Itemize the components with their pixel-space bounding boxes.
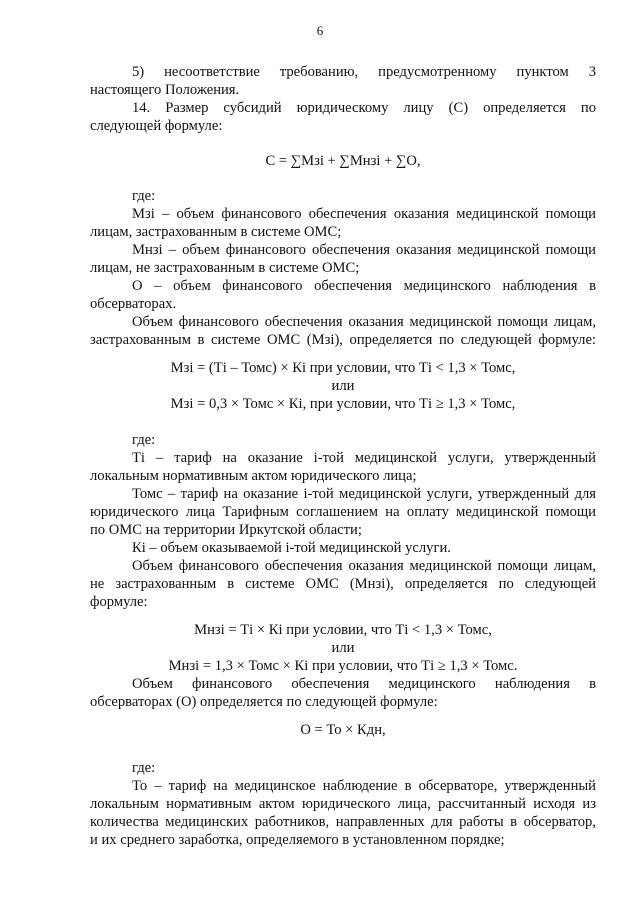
text-line: Объем финансового обеспечения медицинского наблюдения в [132,676,596,692]
text-line: Томс – тариф на оказание i-той медицинской услуги, утвержденный для [132,486,596,502]
formula-subsidy-total: С = ∑Мзi + ∑Мнзi + ∑О, [265,153,421,169]
text-line: Кi – объем оказываемой i-той медицинской услуги. [132,540,451,556]
text-line: Мзi – объем финансового обеспечения оказания медицинской помощи [132,206,596,222]
text-line: Объем финансового обеспечения оказания медицинской помощи лицам, [132,314,596,330]
formula-mzi-case2: Мзi = 0,3 × Томс × Кi, при условии, что Тi ≥ 1,3 × Томс, [170,396,516,412]
text-line: обсерваторах (О) определяется по следующей формуле: [90,694,438,710]
formula-or: или [331,378,355,394]
text-line: и их среднего заработка, определяемого в установленном порядке; [90,832,505,848]
text-line: локальным нормативным актом юридического лица; [90,468,417,484]
formula-mzi-case1: Мзi = (Тi – Томс) × Кi при условии, что Тi < 1,3 × Томс, [170,360,516,376]
text-line: Мнзi – объем финансового обеспечения оказания медицинской помощи [132,242,596,258]
text-line: лицам, застрахованным в системе ОМС; [90,224,342,240]
text-line: локальным нормативным актом юридического лица, рассчитанный исходя из [90,796,596,812]
formula-mnzi-case2: Мнзi = 1,3 × Томс × Кi при условии, что Тi ≥ 1,3 × Томс. [168,658,518,674]
text-line: юридического лица Тарифным соглашением на оплату медицинской помощи [90,504,596,520]
text-line: где: [132,188,156,204]
formula-mnzi-case1: Мнзi = Тi × Кi при условии, что Тi < 1,3 × Томс, [194,622,492,638]
text-line: 14. Размер субсидий юридическому лицу (С) определяется по [132,100,596,116]
text-line: Объем финансового обеспечения оказания медицинской помощи лицам, [132,558,596,574]
text-line: количества медицинских работников, направленных для работы в обсерватор, [90,814,596,830]
text-line: следующей формуле: [90,118,223,134]
formula-or: или [331,640,355,656]
text-line: Тi – тариф на оказание i-той медицинской услуги, утвержденный [132,450,596,466]
text-line: застрахованным в системе ОМС (Мзi), определяется по следующей формуле: [90,332,596,348]
text-line: формуле: [90,594,148,610]
text-line: где: [132,760,156,776]
text-line: настоящего Положения. [90,82,240,98]
text-line: 5) несоответствие требованию, предусмотренному пунктом 3 [132,64,596,80]
text-line: О – объем финансового обеспечения медицинского наблюдения в [132,278,596,294]
page-number: 6 [316,23,324,38]
formula-observation: О = То × Кдн, [300,722,386,738]
text-line: обсерваторах. [90,296,177,312]
text-line: лицам, не застрахованным в системе ОМС; [90,260,360,276]
text-line: по ОМС на территории Иркутской области; [90,522,362,538]
text-line: не застрахованным в системе ОМС (Мнзi), определяется по следующей [90,576,596,592]
text-line: где: [132,432,156,448]
text-line: То – тариф на медицинское наблюдение в обсерваторе, утвержденный [132,778,596,794]
